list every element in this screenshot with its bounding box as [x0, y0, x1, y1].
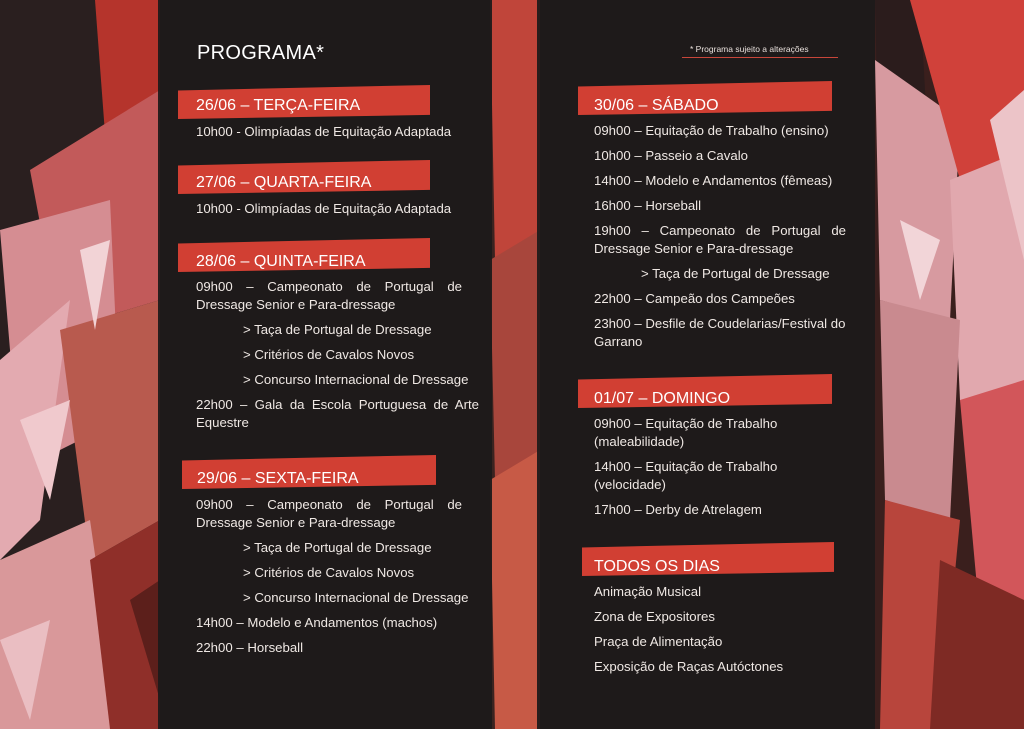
day-title-todos: TODOS OS DIAS: [594, 558, 720, 575]
event-item: 10h00 - Olimpíadas de Equitação Adaptada: [196, 201, 452, 216]
event-subitem: > Taça de Portugal de Dressage: [641, 266, 830, 281]
event-item: 14h00 – Modelo e Andamentos (machos): [196, 615, 438, 630]
event-item: 09h00 – Campeonato de Portugal de: [196, 497, 462, 512]
event-item: Zona de Expositores: [594, 609, 715, 624]
day-title-0107: 01/07 – DOMINGO: [594, 390, 731, 407]
event-item: (maleabilidade): [594, 434, 685, 449]
event-item: Animação Musical: [594, 584, 702, 599]
event-item: 09h00 – Equitação de Trabalho: [594, 416, 778, 431]
event-subitem: > Concurso Internacional de Dressage: [243, 590, 469, 605]
event-item: (velocidade): [594, 477, 666, 492]
event-item: 22h00 – Gala da Escola Portuguesa de Arte: [196, 397, 479, 412]
page-title: PROGRAMA*: [197, 42, 325, 64]
event-item: 23h00 – Desfile de Coudelarias/Festival do: [594, 316, 846, 331]
event-item: Dressage Senior e Para-dressage: [196, 297, 396, 312]
day-title-2806: 28/06 – QUINTA-FEIRA: [196, 253, 366, 270]
day-title-2906: 29/06 – SEXTA-FEIRA: [197, 470, 359, 487]
event-item: 17h00 – Derby de Atrelagem: [594, 502, 762, 517]
event-item: 10h00 – Passeio a Cavalo: [594, 148, 748, 163]
event-item: Dressage Senior e Para-dressage: [196, 515, 396, 530]
event-item: 09h00 – Campeonato de Portugal de: [196, 279, 462, 294]
program-note: * Programa sujeito a alterações: [682, 44, 838, 58]
event-item: Praça de Alimentação: [594, 634, 723, 649]
day-title-2706: 27/06 – QUARTA-FEIRA: [196, 174, 372, 191]
event-item: Exposição de Raças Autóctones: [594, 659, 784, 674]
event-item: Garrano: [594, 334, 643, 349]
event-item: 09h00 – Equitação de Trabalho (ensino): [594, 123, 829, 138]
event-subitem: > Concurso Internacional de Dressage: [243, 372, 469, 387]
event-item: 19h00 – Campeonato de Portugal de: [594, 223, 846, 238]
event-subitem: > Critérios de Cavalos Novos: [243, 565, 415, 580]
event-item: 14h00 – Modelo e Andamentos (fêmeas): [594, 173, 833, 188]
event-item: Dressage Senior e Para-dressage: [594, 241, 794, 256]
event-subitem: > Taça de Portugal de Dressage: [243, 322, 432, 337]
event-item: 22h00 – Campeão dos Campeões: [594, 291, 795, 306]
day-title-3006: 30/06 – SÁBADO: [594, 97, 719, 114]
event-item: 14h00 – Equitação de Trabalho: [594, 459, 778, 474]
event-item: Equestre: [196, 415, 249, 430]
event-item: 16h00 – Horseball: [594, 198, 702, 213]
event-subitem: > Taça de Portugal de Dressage: [243, 540, 432, 555]
day-title-2606: 26/06 – TERÇA-FEIRA: [196, 97, 361, 114]
event-item: 22h00 – Horseball: [196, 640, 304, 655]
event-item: 10h00 - Olimpíadas de Equitação Adaptada: [196, 124, 452, 139]
event-subitem: > Critérios de Cavalos Novos: [243, 347, 415, 362]
